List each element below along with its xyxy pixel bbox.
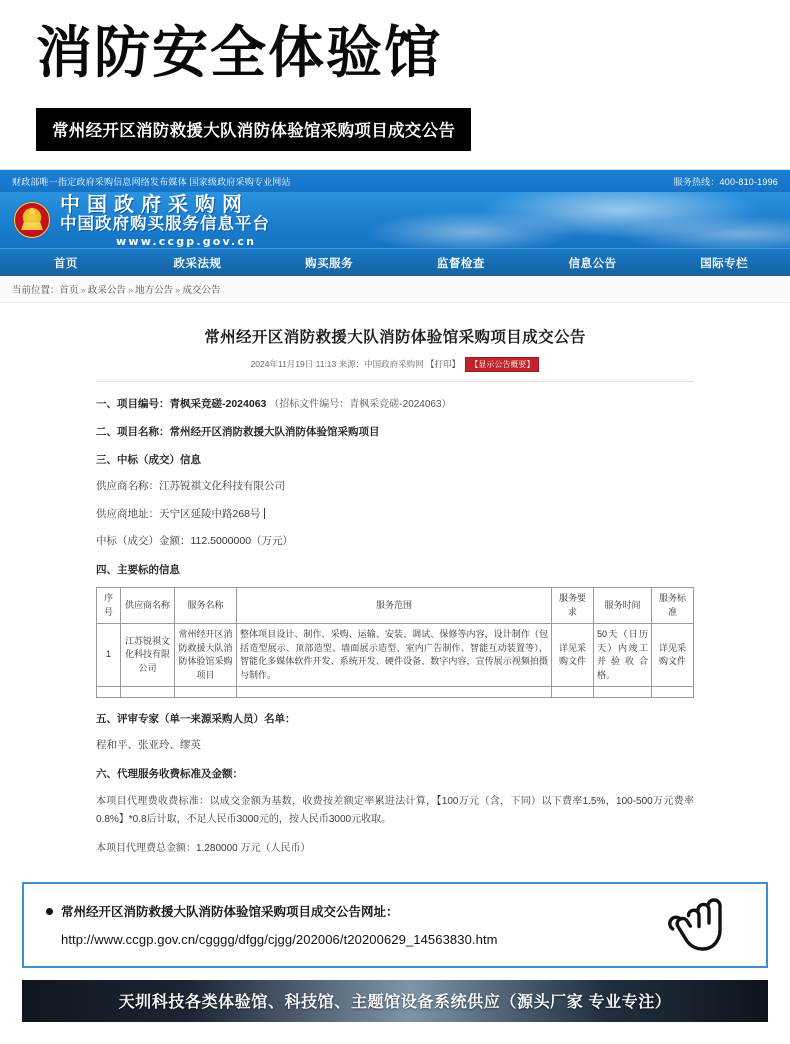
th-service-name: 服务名称 — [175, 588, 237, 624]
project-number-label: 一、项目编号： — [96, 398, 170, 411]
site-name-primary: 中国政府采购网 — [60, 192, 249, 217]
nav-item-announcements[interactable]: 信息公告 — [568, 257, 617, 270]
breadcrumb-item-local-announcements[interactable]: 地方公告 — [135, 285, 174, 297]
url-callout — [22, 882, 768, 968]
th-index: 序号 — [97, 588, 121, 624]
print-link[interactable]: 【打印】 — [426, 359, 461, 370]
breadcrumb-item-home[interactable]: 首页 — [59, 285, 79, 297]
supplier-address-row — [96, 507, 694, 522]
th-supplier: 供应商名称 — [121, 588, 175, 624]
url-callout-label: 常州经开区消防救援大队消防体验馆采购项目成交公告网址： — [61, 905, 399, 920]
award-amount-value: 112.5000000（万元） — [190, 534, 294, 547]
spacer-cell-6 — [594, 687, 652, 698]
spacer-cell-7 — [652, 687, 694, 698]
announcement-url[interactable]: http://www.ccgp.gov.cn/cgggg/dfgg/cjgg/202006/t20200629_14563830.htm — [61, 932, 498, 948]
supplier-name-row — [96, 479, 694, 494]
cell-service-name: 常州经开区消防救援大队消防体验馆采购项目 — [175, 624, 237, 687]
site-name-secondary: 中国政府购买服务信息平台 — [60, 214, 270, 234]
project-number-note: （招标文件编号：青枫采竞磋-2024063） — [269, 399, 452, 411]
agency-fee-total: 本项目代理费总金额：1.280000 万元（人民币） — [96, 843, 311, 855]
masthead-text — [60, 194, 270, 247]
breadcrumb-item-award-announcements[interactable]: 成交公告 — [182, 285, 221, 297]
section-project-name — [96, 424, 694, 439]
table-row-spacer — [97, 687, 694, 698]
section-agency-fee-heading: 六、代理服务收费标准及金额： — [96, 768, 243, 781]
cell-service-time: 50天（日历天）内竣工并验收合格。 — [594, 624, 652, 687]
section-experts-heading: 五、评审专家（单一来源采购人员）名单： — [96, 713, 296, 726]
award-amount-row — [96, 534, 694, 549]
spacer-cell-2 — [121, 687, 175, 698]
table-row — [97, 624, 694, 687]
meta-source: 来源：中国政府采购网 — [338, 359, 424, 370]
bullet-icon — [46, 908, 53, 915]
site-masthead — [0, 192, 790, 248]
agency-fee-standard: 本项目代理费收费标准：以成交金额为基数，收费按差额定率累进法计算，【100万元（含，下同）以下费率1.5%，100-500万元费率0.8%】*0.8后计取，不足人民币3000元的，按人民币3000元收取。 — [96, 796, 694, 825]
supplier-address-value: 天宁区延陵中路268号 — [159, 507, 261, 520]
footer-ribbon — [22, 980, 768, 1022]
spacer-cell-5 — [552, 687, 594, 698]
subject-table — [96, 587, 694, 698]
supplier-name-value: 江苏锐祺文化科技有限公司 — [159, 480, 285, 493]
document-meta — [96, 357, 694, 382]
ccgp-site-screenshot — [0, 169, 790, 867]
breadcrumb-item-gov-announcements[interactable]: 政采公告 — [87, 285, 126, 297]
meta-date: 2024年11月19日 11:13 — [250, 359, 337, 370]
nav-item-purchase-service[interactable]: 购买服务 — [305, 257, 354, 270]
spacer-cell-1 — [97, 687, 121, 698]
site-navbar[interactable] — [0, 248, 790, 276]
project-name-value: 常州经开区消防救援大队消防体验馆采购项目 — [169, 426, 380, 439]
table-header-row — [97, 588, 694, 624]
nav-item-regulations[interactable]: 政采法规 — [173, 257, 222, 270]
pointing-hand-icon — [664, 896, 738, 954]
promo-subheadline-wrap — [0, 108, 790, 151]
supplier-name-label: 供应商名称： — [96, 480, 159, 493]
project-number-value: 青枫采竞磋-2024063 — [169, 398, 267, 411]
promo-subheadline: 常州经开区消防救援大队消防体验馆采购项目成交公告 — [36, 108, 471, 151]
site-topbar — [0, 170, 790, 192]
supplier-address-label: 供应商地址： — [96, 507, 159, 520]
breadcrumb-prefix: 当前位置： — [12, 285, 60, 297]
th-service-scope: 服务范围 — [237, 588, 552, 624]
page-title: 常州经开区消防救援大队消防体验馆采购项目成交公告 — [204, 329, 586, 347]
th-service-time: 服务时间 — [594, 588, 652, 624]
nav-item-home[interactable]: 首页 — [53, 257, 78, 270]
url-callout-text — [46, 902, 664, 947]
section-award-heading: 三、中标（成交）信息 — [96, 454, 201, 467]
section-subject-heading: 四、主要标的信息 — [96, 564, 180, 577]
breadcrumb-separator-1: » — [80, 285, 86, 297]
site-domain: www.ccgp.gov.cn — [116, 234, 257, 248]
th-service-standard: 服务标准 — [652, 588, 694, 624]
show-summary-badge[interactable]: 【显示公告概要】 — [465, 357, 539, 372]
th-service-requirement: 服务要求 — [552, 588, 594, 624]
announcement-document — [0, 303, 790, 867]
spacer-cell-4 — [237, 687, 552, 698]
award-amount-label: 中标（成交）金额： — [96, 534, 191, 547]
breadcrumb — [0, 276, 790, 303]
topbar-slogan: 财政部唯一指定政府采购信息网络发布媒体 国家级政府采购专业网站 — [12, 176, 291, 187]
promo-header — [0, 0, 790, 151]
spacer-cell-3 — [175, 687, 237, 698]
nav-item-international[interactable]: 国际专栏 — [700, 257, 749, 270]
promo-headline: 消防安全体验馆 — [36, 21, 442, 86]
cell-service-scope: 整体项目设计、制作、采购、运输、安装、调试、保修等内容，设计制作（包括造型展示、顶部造型、墙面展示造型、室内广告制作、智能互动装置等），智能化多媒体软件开发、系统开发、硬件设备、数字内容，宣传展示视频拍摄与制作。 — [237, 624, 552, 687]
breadcrumb-separator-2: » — [127, 285, 134, 297]
url-callout-label-row — [46, 902, 664, 920]
experts-names: 程和平、张亚玲、缪英 — [96, 739, 201, 752]
nav-item-supervision[interactable]: 监督检查 — [436, 257, 485, 270]
cell-service-standard: 详见采购文件 — [652, 624, 694, 687]
cell-index: 1 — [97, 624, 121, 687]
cell-supplier: 江苏锐祺文化科技有限公司 — [121, 624, 175, 687]
breadcrumb-separator-3: » — [175, 285, 181, 297]
section-project-number — [96, 395, 694, 411]
national-emblem-icon — [14, 202, 50, 238]
cell-service-requirement: 详见采购文件 — [552, 624, 594, 687]
project-name-label: 二、项目名称： — [96, 426, 170, 439]
footer-ribbon-text: 天圳科技各类体验馆、科技馆、主题馆设备系统供应（源头厂家 专业专注） — [118, 994, 672, 1012]
topbar-hotline: 服务热线：400-810-1996 — [673, 176, 778, 187]
